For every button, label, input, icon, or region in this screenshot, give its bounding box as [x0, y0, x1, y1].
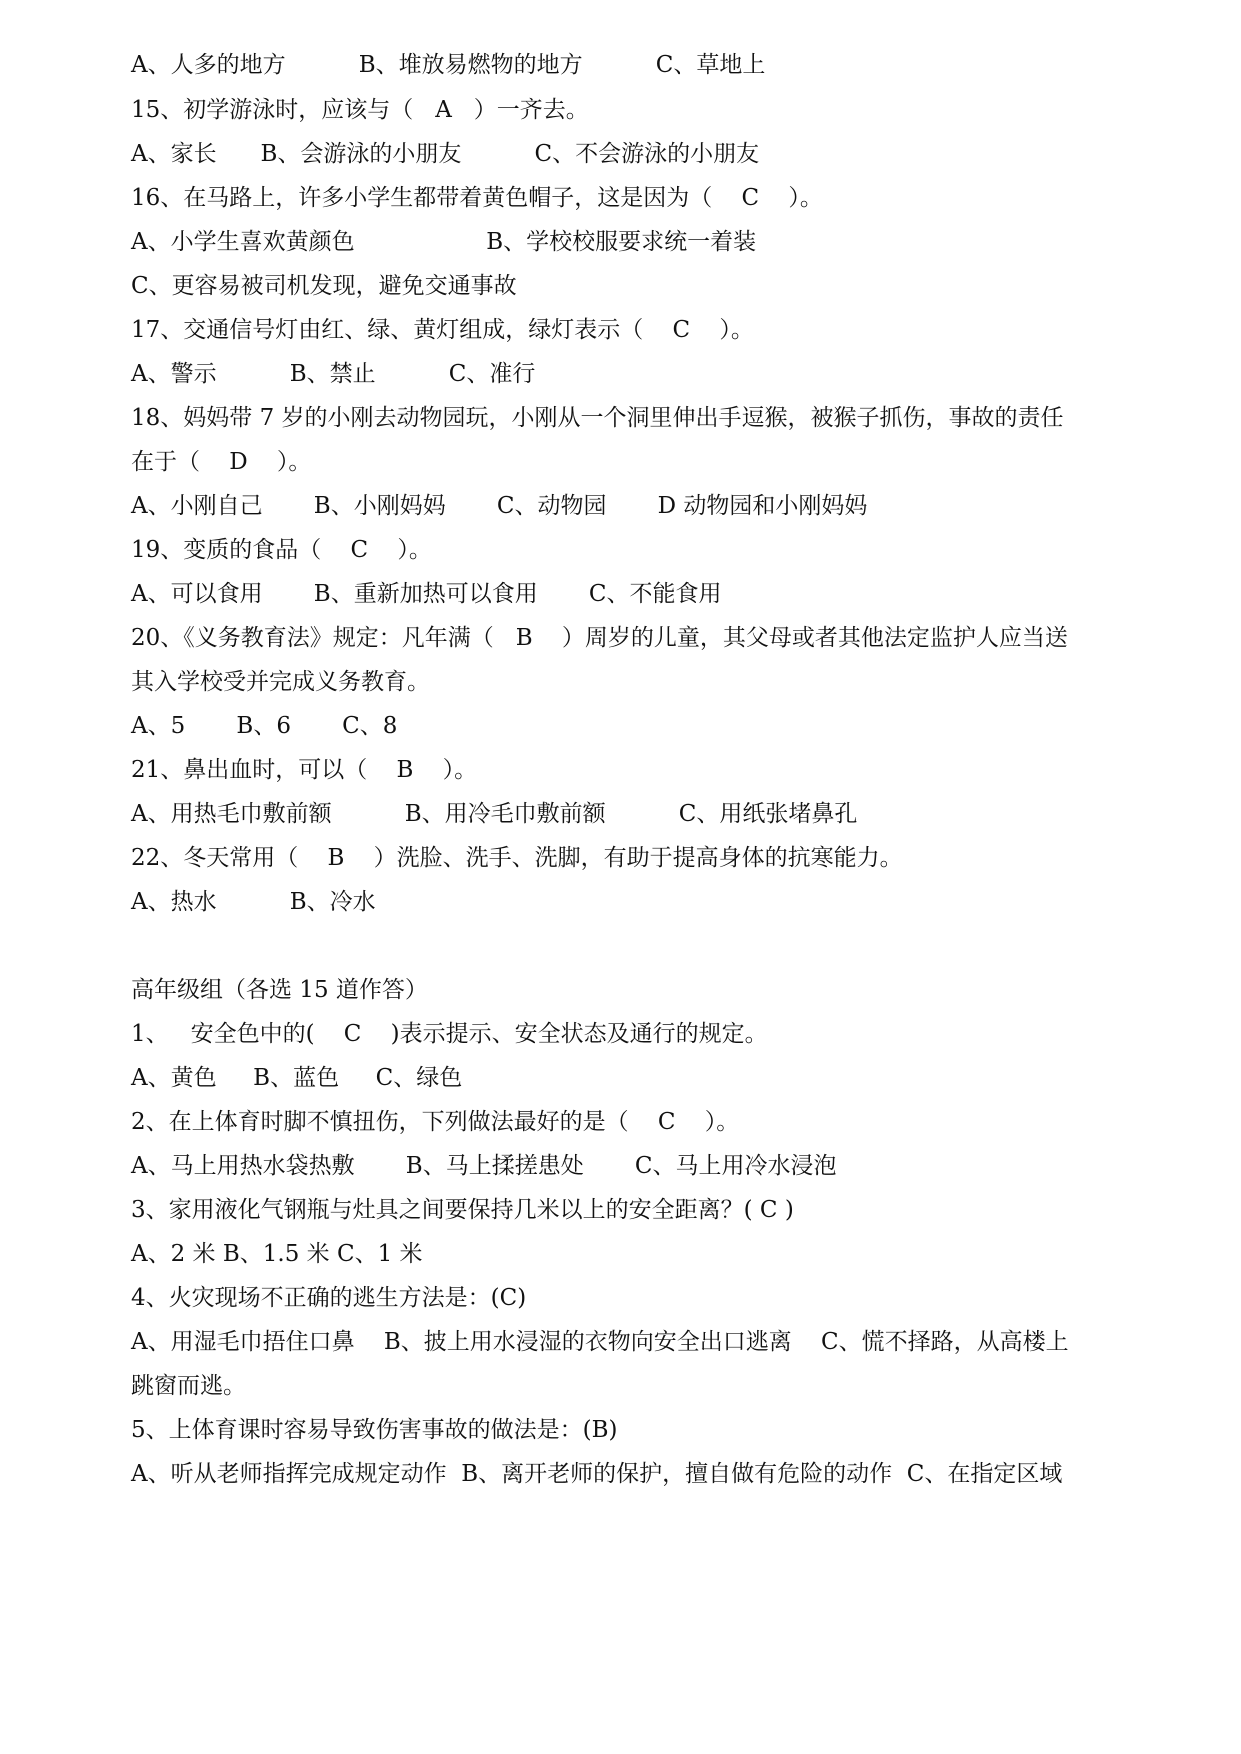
text-line: A、小学生喜欢黄颜色 B、学校校服要求统一着装 [131, 229, 757, 255]
text-line: 19、变质的食品（ C ）。 [131, 537, 432, 563]
text-line: A、人多的地方 B、堆放易燃物的地方 C、草地上 [131, 52, 766, 78]
text-line: A、5 B、6 C、8 [131, 713, 398, 739]
text-line: 18、妈妈带 7 岁的小刚去动物园玩，小刚从一个洞里伸出手逗猴，被猴子抓伤，事故的责任 [131, 405, 1064, 431]
text-line: 其入学校受并完成义务教育。 [131, 669, 430, 695]
text-line: 1、 安全色中的( C )表示提示、安全状态及通行的规定。 [131, 1021, 768, 1047]
text-line: 5、上体育课时容易导致伤害事故的做法是：(B) [131, 1417, 618, 1443]
section-heading: 高年级组（各选 15 道作答） [131, 977, 428, 1003]
text-line: 15、初学游泳时，应该与（ A ）一齐去。 [131, 97, 589, 123]
text-line: 16、在马路上，许多小学生都带着黄色帽子，这是因为（ C ）。 [131, 185, 823, 211]
text-line: A、用热毛巾敷前额 B、用冷毛巾敷前额 C、用纸张堵鼻孔 [131, 801, 858, 827]
text-line: A、警示 B、禁止 C、准行 [131, 361, 536, 387]
text-line: A、听从老师指挥完成规定动作 B、离开老师的保护，擅自做有危险的动作 C、在指定区域 [131, 1461, 1063, 1487]
text-line: 17、交通信号灯由红、绿、黄灯组成，绿灯表示（ C ）。 [131, 317, 754, 343]
text-line: A、小刚自己 B、小刚妈妈 C、动物园 D 动物园和小刚妈妈 [131, 493, 868, 519]
text-line: A、马上用热水袋热敷 B、马上揉搓患处 C、马上用冷水浸泡 [131, 1153, 837, 1179]
text-line: 22、冬天常用（ B ）洗脸、洗手、洗脚，有助于提高身体的抗寒能力。 [131, 845, 903, 871]
text-line: A、热水 B、冷水 [131, 889, 376, 915]
text-line: 4、火灾现场不正确的逃生方法是：(C) [131, 1285, 527, 1311]
text-line: A、黄色 B、蓝色 C、绿色 [131, 1065, 463, 1091]
text-line: 2、在上体育时脚不慎扭伤，下列做法最好的是（ C ）。 [131, 1109, 740, 1135]
text-line: 20、《义务教育法》规定：凡年满（ B ）周岁的儿童，其父母或者其他法定监护人应当送 [131, 625, 1068, 651]
text-line: 在于（ D ）。 [131, 449, 312, 475]
text-line: A、用湿毛巾捂住口鼻 B、披上用水浸湿的衣物向安全出口逃离 C、慌不择路，从高楼上 [131, 1329, 1069, 1355]
text-line: 跳窗而逃。 [131, 1373, 246, 1399]
text-line: A、2 米 B、1.5 米 C、1 米 [131, 1241, 423, 1267]
text-line: 21、鼻出血时，可以（ B ）。 [131, 757, 478, 783]
text-line: C、更容易被司机发现，避免交通事故 [131, 273, 517, 299]
text-line: A、可以食用 B、重新加热可以食用 C、不能食用 [131, 581, 722, 607]
text-line: 3、家用液化气钢瓶与灶具之间要保持几米以上的安全距离？( C ) [131, 1197, 794, 1223]
text-line: A、家长 B、会游泳的小朋友 C、不会游泳的小朋友 [131, 141, 760, 167]
